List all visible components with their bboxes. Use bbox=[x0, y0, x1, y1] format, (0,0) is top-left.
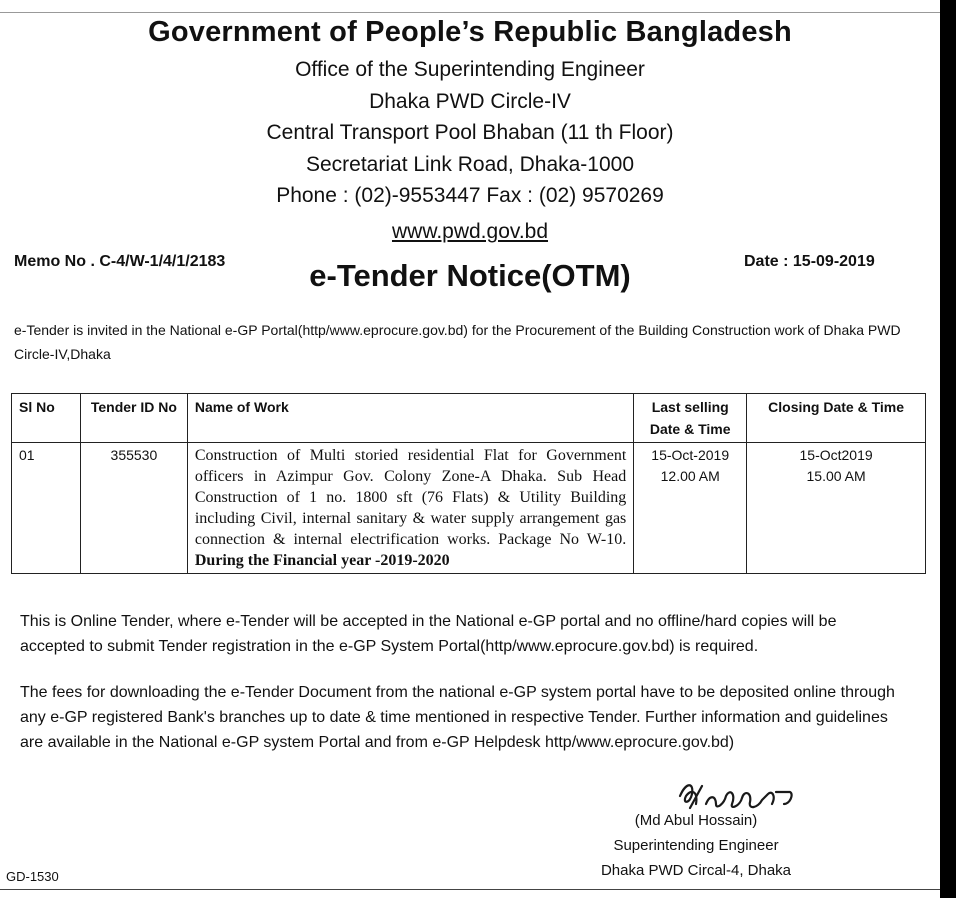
road-line: Secretariat Link Road, Dhaka-1000 bbox=[305, 153, 635, 176]
header-last-selling bbox=[634, 394, 747, 443]
row-name-of-work bbox=[187, 443, 633, 574]
header-closing: Closing Date & Time bbox=[747, 394, 926, 443]
table-row bbox=[12, 443, 926, 574]
row-last-selling bbox=[634, 443, 747, 574]
footer-code: GD-1530 bbox=[6, 869, 59, 884]
online-tender-paragraph: This is Online Tender, where e-Tender will be accepted in the National e-GP portal and no offline/hard copies will be accepted to submit Tender registration in the e-GP System Portal(http/www.eprocure.gov.bd) is required. bbox=[20, 613, 837, 655]
government-title: Government of People’s Republic Bangladesh bbox=[148, 16, 792, 48]
top-border bbox=[0, 12, 940, 13]
intro-paragraph: e-Tender is invited in the National e-GP Portal(http/www.eprocure.gov.bd) for the Procurement of the Building Construction work of Dhaka PWD Circle-IV,Dhaka bbox=[14, 322, 901, 362]
row-last-selling-time: 12.00 AM bbox=[660, 468, 720, 484]
row-closing-time: 15.00 AM bbox=[806, 468, 866, 484]
fees-paragraph: The fees for downloading the e-Tender Document from the national e-GP system portal have to be deposited online through any e-GP registered Bank's branches up to date & time mentioned in respective Tender. Further information and guidelines are available in the National e-GP system Portal and from e-GP Helpdesk http/www.eprocure.gov.bd) bbox=[20, 684, 895, 751]
bottom-border bbox=[0, 889, 940, 890]
header-tender-id: Tender ID No bbox=[80, 394, 187, 443]
website-link[interactable]: www.pwd.gov.bd bbox=[391, 220, 549, 243]
right-edge-bar bbox=[940, 0, 956, 898]
row-closing bbox=[747, 443, 926, 574]
notice-title: e-Tender Notice(OTM) bbox=[309, 258, 631, 293]
row-last-selling-date: 15-Oct-2019 bbox=[651, 447, 730, 463]
header-sl: Sl No bbox=[12, 394, 81, 443]
notice-date: Date : 15-09-2019 bbox=[744, 253, 875, 270]
signatory-name: (Md Abul Hossain) bbox=[634, 812, 758, 829]
signatory-office: Dhaka PWD Circal-4, Dhaka bbox=[600, 862, 792, 879]
row-sl: 01 bbox=[12, 443, 81, 574]
row-tender-id: 355530 bbox=[80, 443, 187, 574]
header-name-of-work: Name of Work bbox=[187, 394, 633, 443]
signatory-block bbox=[576, 808, 816, 883]
row-closing-date: 15-Oct2019 bbox=[799, 447, 873, 463]
phone-fax-line: Phone : (02)-9553447 Fax : (02) 9570269 bbox=[276, 184, 664, 207]
header-last-selling-line1: Last selling bbox=[651, 399, 729, 415]
building-line: Central Transport Pool Bhaban (11 th Floor) bbox=[266, 121, 674, 144]
memo-number: Memo No . C-4/W-1/4/1/2183 bbox=[14, 253, 226, 270]
header-last-selling-line2: Date & Time bbox=[649, 421, 731, 437]
tender-table bbox=[11, 393, 926, 574]
row-work-financial-year: During the Financial year -2019-2020 bbox=[194, 552, 450, 569]
office-line: Office of the Superintending Engineer bbox=[295, 58, 645, 81]
signatory-title: Superintending Engineer bbox=[613, 837, 779, 854]
circle-line: Dhaka PWD Circle-IV bbox=[369, 90, 571, 113]
row-work-text: Construction of Multi storied residential Flat for Government officers in Azimpur Gov. Colony Zone-A Dhaka. Sub Head Construction of 1 no. 1800 sft (76 Flats) & Utility Building including Civil, internal sanitary & water supply arrangement gas connection & internal electrification works. Package No W-10. bbox=[194, 447, 627, 548]
table-header-row bbox=[12, 394, 926, 443]
